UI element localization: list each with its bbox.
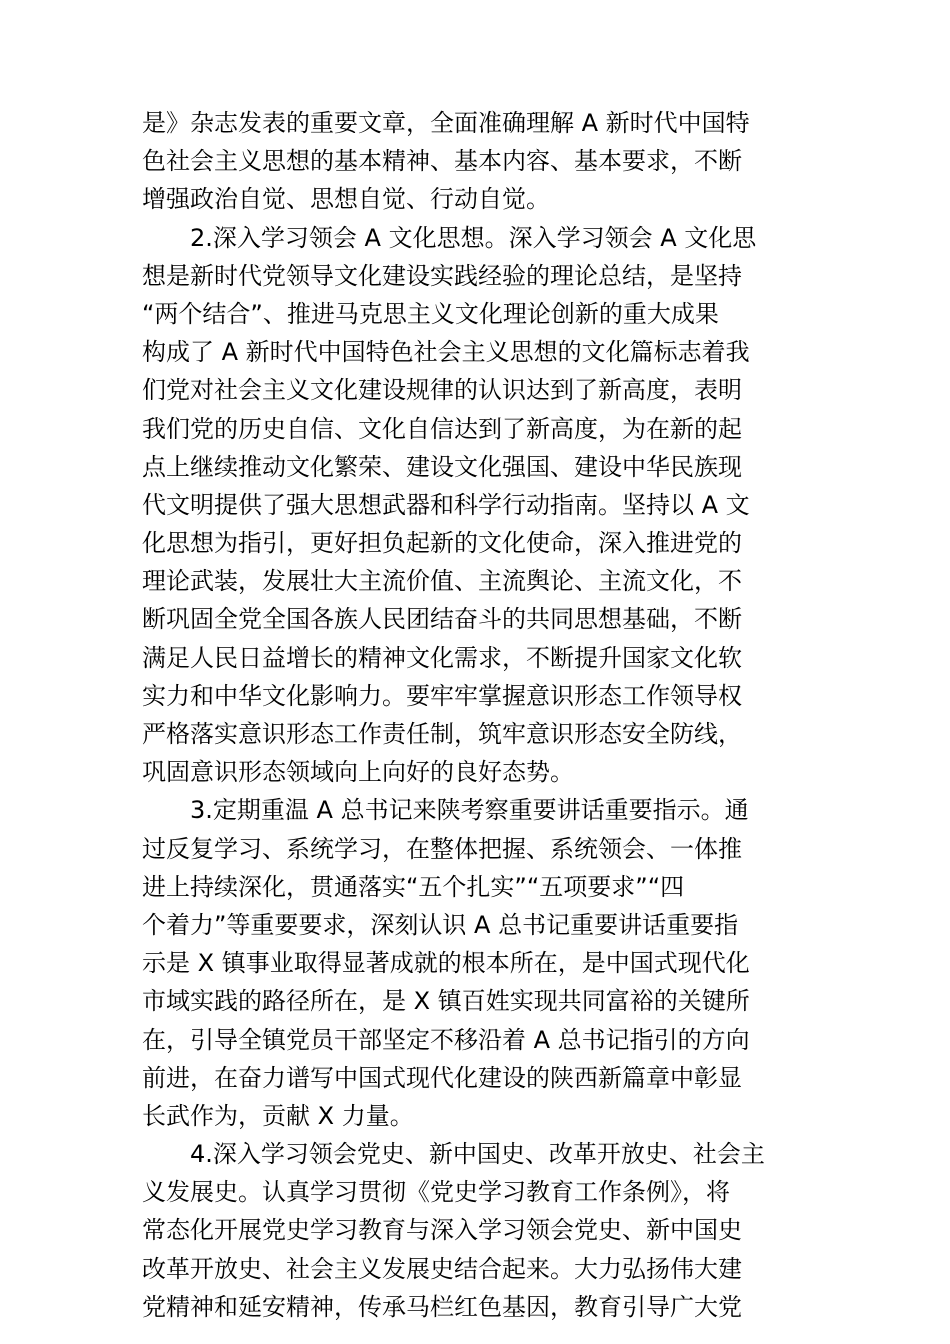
paragraph-3-first-line: 3.定期重温 A 总书记来陕考察重要讲话重要指示。通	[190, 796, 749, 825]
text-line: 前进，在奋力谱写中国式现代化建设的陕西新篇章中彰显	[142, 1063, 742, 1092]
text-line: 党精神和延安精神，传承马栏红色基因，教育引导广大党	[142, 1292, 742, 1321]
text-line: 色社会主义思想的基本精神、基本内容、基本要求，不断	[142, 147, 742, 176]
text-line: 在，引导全镇党员干部坚定不移沿着 A 总书记指引的方向	[142, 1025, 750, 1054]
text-line: 代文明提供了强大思想武器和科学行动指南。坚持以 A 文	[142, 490, 750, 519]
text-line: 市域实践的路径所在，是 X 镇百姓实现共同富裕的关键所	[142, 987, 750, 1016]
text-line: 想是新时代党领导文化建设实践经验的理论总结，是坚持	[142, 261, 742, 290]
text-line: 点上继续推动文化繁荣、建设文化强国、建设中华民族现	[142, 452, 742, 481]
text-line: 我们党的历史自信、文化自信达到了新高度，为在新的起	[142, 414, 742, 443]
text-line: 构成了 A 新时代中国特色社会主义思想的文化篇标志着我	[142, 338, 750, 367]
text-line: 改革开放史、社会主义发展史结合起来。大力弘扬伟大建	[142, 1254, 742, 1283]
text-line: 义发展史。认真学习贯彻《党史学习教育工作条例》，将	[142, 1178, 730, 1207]
text-line: 进上持续深化，贯通落实“五个扎实”“五项要求”“四	[142, 872, 685, 901]
text-line: 实力和中华文化影响力。要牢牢掌握意识形态工作领导权	[142, 681, 742, 710]
text-line: 巩固意识形态领域向上向好的良好态势。	[142, 758, 574, 787]
text-line: 是》杂志发表的重要文章，全面准确理解 A 新时代中国特	[142, 109, 750, 137]
document-body	[142, 104, 810, 1326]
text-line: 理论武装，发展壮大主流价值、主流舆论、主流文化，不	[142, 567, 742, 596]
paragraph-4-first-line: 4.深入学习领会党史、新中国史、改革开放史、社会主	[190, 1140, 765, 1169]
text-line: 满足人民日益增长的精神文化需求，不断提升国家文化软	[142, 643, 742, 672]
text-line: 断巩固全党全国各族人民团结奋斗的共同思想基础，不断	[142, 605, 742, 634]
text-line: 增强政治自觉、思想自觉、行动自觉。	[142, 185, 550, 214]
text-line: 们党对社会主义文化建设规律的认识达到了新高度，表明	[142, 376, 742, 405]
text-line: 化思想为指引，更好担负起新的文化使命，深入推进党的	[142, 529, 742, 558]
text-line: 个着力”等重要要求，深刻认识 A 总书记重要讲话重要指	[142, 910, 739, 939]
text-line: 长武作为，贡献 X 力量。	[142, 1101, 414, 1130]
paragraph-2-first-line: 2.深入学习领会 A 文化思想。深入学习领会 A 文化思	[190, 223, 757, 252]
text-line: 过反复学习、系统学习，在整体把握、系统领会、一体推	[142, 834, 742, 863]
text-line: “两个结合”、推进马克思主义文化理论创新的重大成果	[142, 299, 719, 328]
text-line: 常态化开展党史学习教育与深入学习领会党史、新中国史	[142, 1216, 742, 1245]
text-line: 示是 X 镇事业取得显著成就的根本所在，是中国式现代化	[142, 949, 750, 978]
text-line: 严格落实意识形态工作责任制，筑牢意识形态安全防线，	[142, 720, 742, 748]
